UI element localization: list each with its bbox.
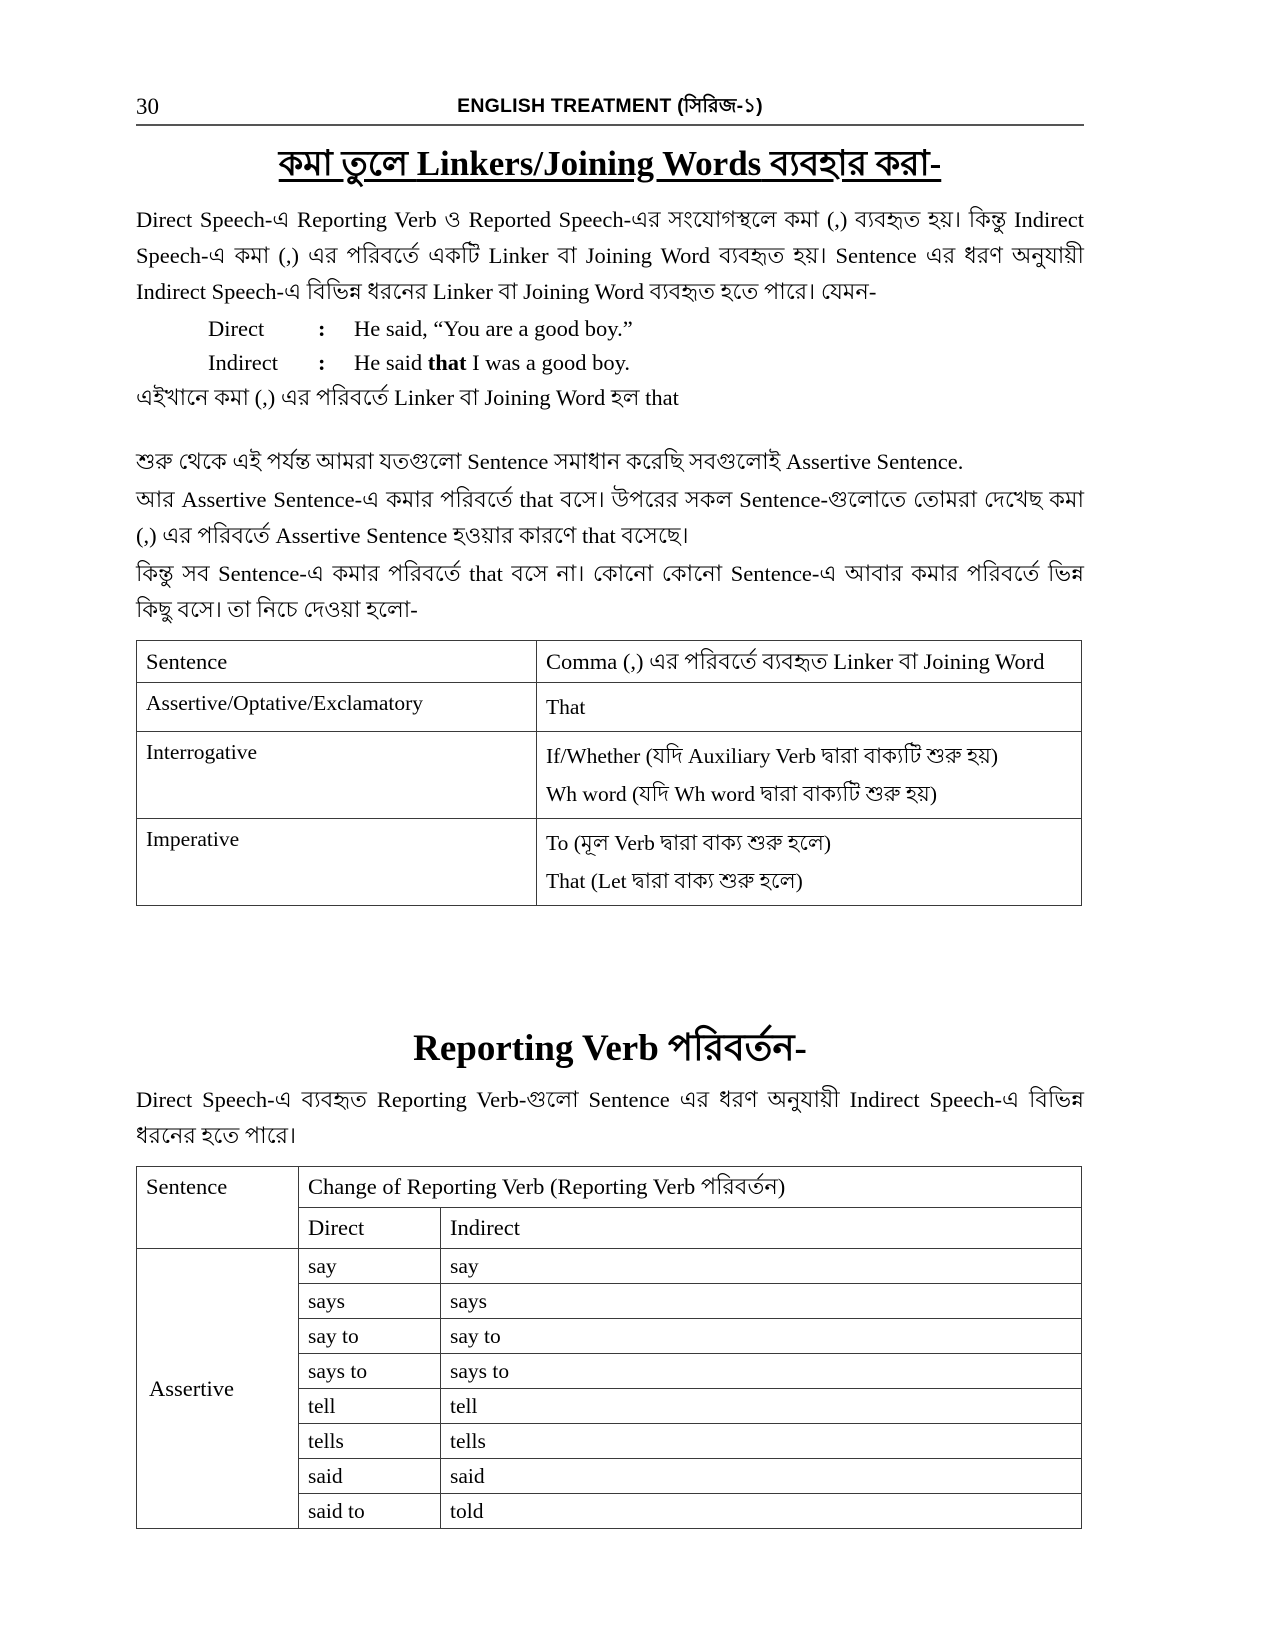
section2-title: [136, 1026, 1084, 1072]
book-title: ENGLISH TREATMENT (সিরিজ-১): [457, 95, 763, 117]
example-row-indirect: [136, 346, 1084, 380]
section-title-bangla-suffix: ব্যবহার করা-: [761, 144, 942, 183]
document-page: [136, 0, 1084, 1529]
table-reporting-subheader-indirect: Indirect: [441, 1208, 1082, 1249]
table-reporting-header-sentence: Sentence: [137, 1167, 299, 1249]
table-cell-linker-imperative: [537, 819, 1082, 906]
table-cell-indirect: said: [441, 1459, 1082, 1494]
section1-paragraph-4: আর Assertive Sentence-এ কমার পরিবর্তে that বসে। উপরের সকল Sentence-গুলোতে তোমরা দেখেছ কমা (,) এর পরিবর্তে Assertive Sentence হওয়ার কারণে that বসেছে।: [136, 487, 1084, 548]
table-linkers: [136, 640, 1082, 906]
linker-line: That: [546, 695, 586, 719]
section2-title-bangla: পরিবর্তন-: [658, 1028, 807, 1069]
linker-line: That (Let দ্বারা বাক্য শুরু হলে): [546, 869, 803, 893]
example-row-direct: [136, 312, 1084, 346]
header-divider: [136, 124, 1084, 126]
example-text-direct-post: “You are a good boy.”: [433, 316, 633, 341]
table-cell-indirect: told: [441, 1494, 1082, 1529]
example-label-indirect: Indirect: [208, 350, 278, 375]
table-cell-sentence-assertive: Assertive/Optative/Exclamatory: [137, 683, 537, 732]
section1-paragraph-5: কিন্তু সব Sentence-এ কমার পরিবর্তে that বসে না। কোনো কোনো Sentence-এ আবার কমার পরিবর্তে ভিন্ন কিছু বসে। তা নিচে দেওয়া হলো-: [136, 561, 1084, 622]
table-row: [137, 732, 1082, 819]
table-reporting-group-assertive: Assertive: [137, 1249, 299, 1529]
table-cell-indirect: tells: [441, 1424, 1082, 1459]
table-row: [137, 819, 1082, 906]
section-title-bangla-prefix: কমা তুলে: [278, 144, 417, 183]
linker-line: To (মূল Verb দ্বারা বাক্য শুরু হলে): [546, 831, 832, 855]
running-head: [136, 92, 1084, 134]
spacer: [136, 630, 1084, 640]
section1-paragraph-1: Direct Speech-এ Reporting Verb ও Reported Speech-এর সংযোগস্থলে কমা (,) ব্যবহৃত হয়। কিন্তু Indirect Speech-এ কমা (,) এর পরিবর্তে একটি Linker বা Joining Word ব্যবহৃত হয়। Sentence এর ধরণ অনুযায়ী Indirect Speech-এ বিভিন্ন ধরনের Linker বা Joining Word ব্যবহৃত হতে পারে। যেমন-: [136, 207, 1084, 304]
table-cell-linker-interrogative: [537, 732, 1082, 819]
example-text-indirect-post: I was a good boy.: [466, 350, 630, 375]
table-row: [137, 1249, 1082, 1284]
linker-line: If/Whether (যদি Auxiliary Verb দ্বারা বাক্যটি শুরু হয়): [546, 744, 999, 768]
table-row: [137, 683, 1082, 732]
table-cell-direct: say: [299, 1249, 441, 1284]
section-title-english: Linkers/Joining Words: [416, 144, 762, 183]
table-cell-direct: tells: [299, 1424, 441, 1459]
example-colon-direct: :: [318, 316, 326, 341]
spacer: [136, 1072, 1084, 1082]
page-title: [136, 142, 1084, 186]
table-reporting-header-change: Change of Reporting Verb (Reporting Verb পরিবর্তন): [299, 1167, 1082, 1208]
table-reporting-verb: [136, 1166, 1082, 1529]
table-reporting-subheader-direct: Direct: [299, 1208, 441, 1249]
page-number: 30: [136, 94, 159, 119]
section1-paragraph-3: শুরু থেকে এই পর্যন্ত আমরা যতগুলো Sentence সমাধান করেছি সবগুলোই Assertive Sentence.: [136, 449, 964, 474]
table-row-header: [137, 641, 1082, 683]
table-cell-sentence-imperative: Imperative: [137, 819, 537, 906]
spacer: [136, 1156, 1084, 1166]
example-colon-indirect: :: [318, 350, 326, 375]
table-cell-direct: said to: [299, 1494, 441, 1529]
table-cell-direct: say to: [299, 1319, 441, 1354]
table-cell-indirect: says: [441, 1284, 1082, 1319]
linker-line: Wh word (যদি Wh word দ্বারা বাক্যটি শুরু হয়): [546, 782, 937, 806]
table-cell-direct: says to: [299, 1354, 441, 1389]
table-linkers-header-linker: Comma (,) এর পরিবর্তে ব্যবহৃত Linker বা Joining Word: [537, 641, 1082, 683]
table-cell-direct: says: [299, 1284, 441, 1319]
example-label-direct: Direct: [208, 316, 265, 341]
spacer: [136, 906, 1084, 966]
section2-paragraph-1: Direct Speech-এ ব্যবহৃত Reporting Verb-গুলো Sentence এর ধরণ অনুযায়ী Indirect Speech-এ বিভিন্ন ধরনের হতে পারে।: [136, 1087, 1084, 1148]
table-cell-direct: tell: [299, 1389, 441, 1424]
table-cell-indirect: say: [441, 1249, 1082, 1284]
table-linkers-header-sentence: Sentence: [137, 641, 537, 683]
spacer: [136, 966, 1084, 1026]
table-cell-sentence-interrogative: Interrogative: [137, 732, 537, 819]
section2-title-english: Reporting Verb: [413, 1028, 659, 1069]
table-row-header: [137, 1167, 1082, 1208]
table-cell-linker-assertive: [537, 683, 1082, 732]
table-cell-indirect: says to: [441, 1354, 1082, 1389]
example-text-indirect-bold: that: [427, 350, 467, 375]
table-cell-indirect: say to: [441, 1319, 1082, 1354]
example-text-indirect-pre: He said: [354, 350, 428, 375]
example-block: [136, 312, 1084, 380]
table-cell-indirect: tell: [441, 1389, 1082, 1424]
example-text-direct-pre: He said,: [354, 316, 434, 341]
spacer: [136, 418, 1084, 444]
table-cell-direct: said: [299, 1459, 441, 1494]
section1-paragraph-2: এইখানে কমা (,) এর পরিবর্তে Linker বা Joining Word হল that: [136, 385, 679, 410]
